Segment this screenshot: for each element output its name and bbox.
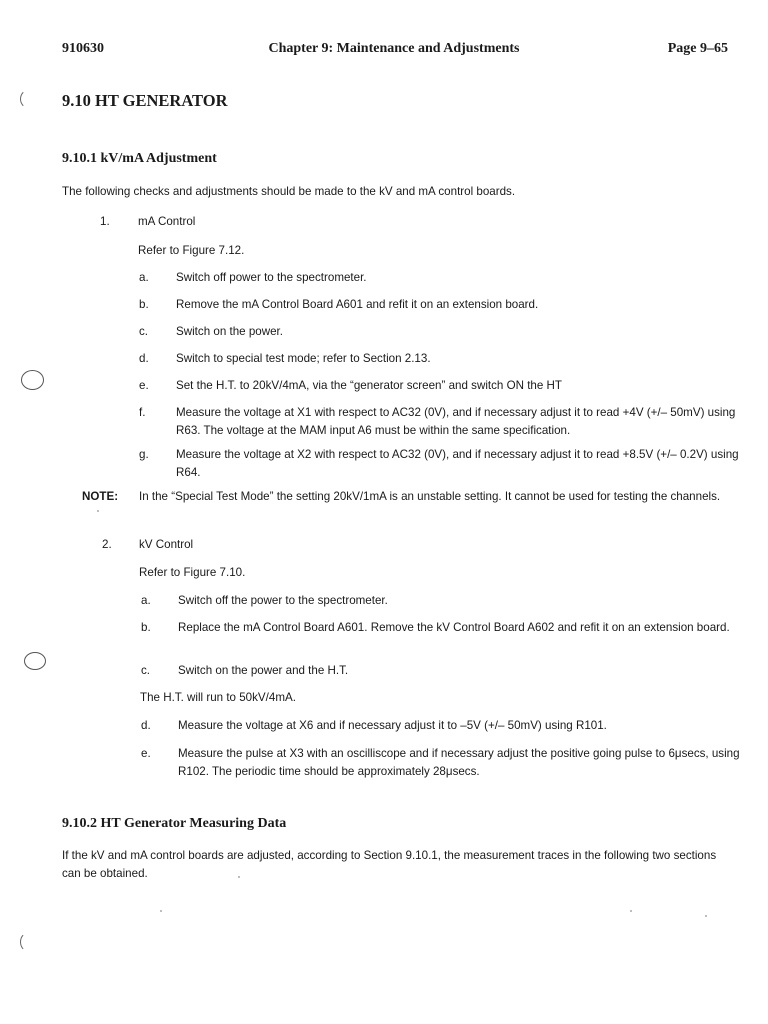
subsection-title: 9.10.2 HT Generator Measuring Data (62, 816, 287, 831)
step-text: Measure the voltage at X1 with respect to AC32 (0V), and if necessary adjust it to read +4V (+/– 50mV) using R63. The voltage at the MAM input A6 must be within the same specification. (176, 406, 736, 437)
step-letter: b. (139, 298, 149, 311)
scan-speck (705, 915, 707, 917)
step-letter: b. (141, 621, 151, 634)
step-text: Measure the voltage at X2 with respect to AC32 (0V), and if necessary adjust it to read +8.5V (+/– 0.2V) using R64. (176, 448, 739, 479)
scan-speck (630, 910, 632, 912)
step-letter: e. (141, 747, 151, 760)
document-number: 910630 (62, 41, 104, 56)
step-letter: c. (139, 325, 149, 338)
scan-speck (160, 910, 162, 912)
binder-hole (21, 370, 44, 390)
step-text: Remove the mA Control Board A601 and refit it on an extension board. (176, 298, 539, 311)
list-item-label: mA Control (138, 215, 196, 228)
step-text: Switch off the power to the spectrometer. (178, 594, 388, 607)
step-text: Measure the pulse at X3 with an oscilliscope and if necessary adjust the positive going pulse to 6μsecs, using R102. The periodic time should be approximately 28μsecs. (178, 747, 740, 778)
list-item-number: 1. (100, 215, 110, 228)
step-text: Set the H.T. to 20kV/4mA, via the “generator screen” and switch ON the HT (176, 379, 562, 392)
chapter-heading: Chapter 9: Maintenance and Adjustments (268, 41, 520, 56)
binder-hole-mark (20, 89, 40, 109)
intro-paragraph: The following checks and adjustments should be made to the kV and mA control boards. (62, 185, 516, 198)
step-text: Switch off power to the spectrometer. (176, 271, 367, 284)
step-text: Switch on the power and the H.T. (178, 664, 349, 677)
scan-speck (97, 510, 99, 512)
step-letter: d. (141, 719, 151, 732)
scan-speck (238, 876, 240, 878)
step-text: Replace the mA Control Board A601. Remove the kV Control Board A602 and refit it on an extension board. (178, 621, 730, 634)
subsection-title: 9.10.1 kV/mA Adjustment (62, 151, 217, 166)
step-text: Switch to special test mode; refer to Section 2.13. (176, 352, 431, 365)
binder-hole-mark (20, 932, 38, 952)
step-letter: g. (139, 448, 149, 461)
step-letter: e. (139, 379, 149, 392)
note-text: In the “Special Test Mode” the setting 20kV/1mA is an unstable setting. It cannot be used for testing the channels. (139, 490, 721, 503)
list-item-label: kV Control (139, 538, 194, 551)
list-item-number: 2. (102, 538, 112, 551)
note-label: NOTE: (82, 490, 119, 503)
closing-paragraph: If the kV and mA control boards are adjusted, according to Section 9.10.1, the measurement traces in the following two sections can be obtained. (62, 849, 717, 880)
page-number: Page 9–65 (667, 41, 728, 56)
section-title: 9.10 HT GENERATOR (62, 91, 228, 110)
figure-reference: Refer to Figure 7.10. (139, 566, 246, 579)
step-text: Switch on the power. (176, 325, 283, 338)
figure-reference: Refer to Figure 7.12. (138, 244, 245, 257)
binder-hole (24, 652, 46, 670)
step-letter: c. (141, 664, 151, 677)
interim-note: The H.T. will run to 50kV/4mA. (140, 691, 296, 704)
step-letter: d. (139, 352, 149, 365)
step-letter: f. (139, 406, 146, 419)
step-text: Measure the voltage at X6 and if necessary adjust it to –5V (+/– 50mV) using R101. (178, 719, 607, 732)
step-letter: a. (141, 594, 151, 607)
step-letter: a. (139, 271, 149, 284)
